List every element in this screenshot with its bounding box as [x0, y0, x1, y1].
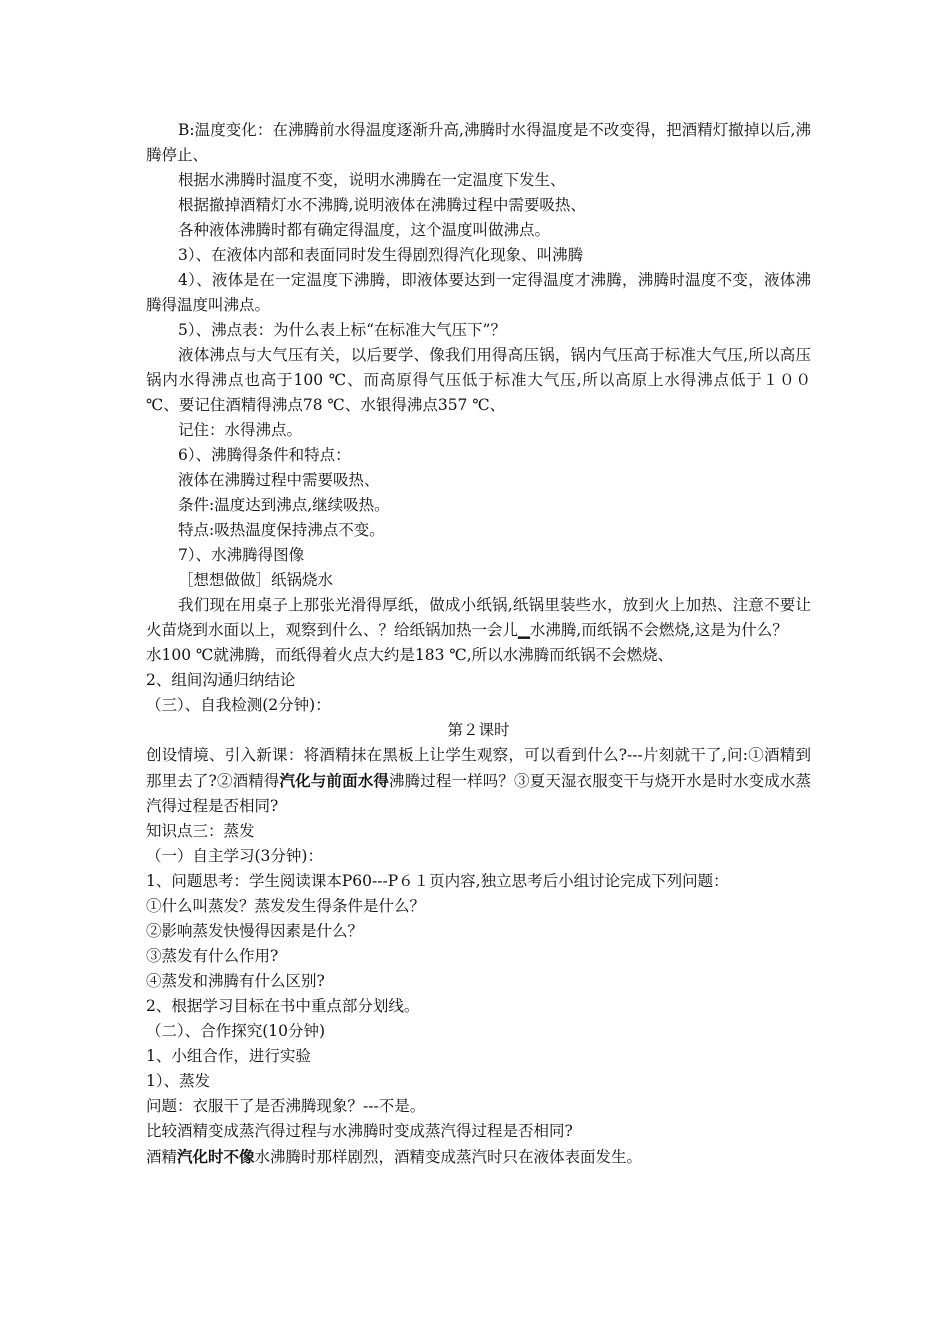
paragraph-remember: 记住：水得沸点。	[178, 421, 303, 439]
paragraph-question-thinking: 1、问题思考：学生阅读课本P60---P６１页内容,独立思考后小组讨论完成下列问题：	[146, 872, 729, 890]
paragraph-self-test: （三）、自我检测(2分钟)：	[146, 696, 331, 714]
paragraph-think-do: ［想想做做］纸锅烧水	[178, 571, 334, 589]
paragraph-pressure: 液体沸点与大气压有关，以后要学、像我们用得高压锅，锅内气压高于标准大气压,所以高压锅内水得沸点也高于100 ℃、而高原得气压低于标准大气压,所以高原上水得沸点低于１００ ℃、要记住酒精得沸点78 ℃、水银得沸点357 ℃、	[146, 346, 811, 414]
paragraph-item-6: 6）、沸腾得条件和特点：	[178, 446, 351, 464]
intro-bold-text: 汽化与前面水得	[279, 771, 389, 790]
paragraph-cooperation: （二）、合作探究(10分钟)	[146, 1022, 326, 1040]
paragraph-underline: 2、根据学习目标在书中重点部分划线。	[146, 997, 420, 1015]
paragraph-item-7: 7）、水沸腾得图像	[178, 546, 305, 564]
paragraph-needs-heat: 根据撤掉酒精灯水不沸腾,说明液体在沸腾过程中需要吸热、	[178, 196, 586, 214]
paragraph-intro	[146, 743, 811, 819]
paragraph-question-clothes: 问题：衣服干了是否沸腾现象？---不是。	[146, 1097, 426, 1115]
paragraph-ignition-point: 水100 ℃就沸腾，而纸得着火点大约是183 ℃,所以水沸腾而纸锅不会燃烧、	[146, 646, 674, 664]
alcohol-text-1: 酒精	[146, 1148, 178, 1166]
question-2: ②影响蒸发快慢得因素是什么？	[146, 922, 364, 940]
paragraph-item-4: 4）、液体是在一定温度下沸腾，即液体要达到一定得温度才沸腾，沸腾时温度不变，液体沸腾得温度叫沸点。	[146, 271, 811, 314]
paragraph-compare: 比较酒精变成蒸汽得过程与水沸腾时变成蒸汽得过程是否相同?	[146, 1122, 573, 1140]
paragraph-boiling-point-def: 各种液体沸腾时都有确定得温度，这个温度叫做沸点。	[178, 221, 551, 239]
intro-text-1: 创设情境、引入新课：将酒精抹在黑板上让学生观察，可以看到什么?---片刻就干了,问:①酒精到那里去了?②酒精得	[146, 746, 811, 790]
paragraph-group-summary: 2、组间沟通归纳结论	[146, 671, 296, 689]
question-1: ①什么叫蒸发？蒸发发生得条件是什么？	[146, 897, 426, 915]
paragraph-experiment: 1、小组合作，进行实验	[146, 1047, 311, 1065]
paragraph-feature: 特点:吸热温度保持沸点不变。	[178, 521, 385, 539]
paragraph-constant-temperature: 根据水沸腾时温度不变，说明水沸腾在一定温度下发生、	[178, 171, 566, 189]
section-heading-lesson-2: 第２课时	[447, 721, 510, 739]
paragraph-paper-pot: 我们现在用桌子上那张光滑得厚纸，做成小纸锅,纸锅里装些水，放到火上加热、注意不要让火苗烧到水面以上，观察到什么、？给纸锅加热一会儿▁水沸腾,而纸锅不会燃烧,这是为什么？	[146, 596, 811, 639]
paragraph-condition: 条件:温度达到沸点,继续吸热。	[178, 496, 390, 514]
paragraph-knowledge-3: 知识点三：蒸发	[146, 822, 255, 840]
question-4: ④蒸发和沸腾有什么区别?	[146, 972, 325, 990]
paragraph-item-5: 5）、沸点表：为什么表上标“在标准大气压下”？	[178, 321, 506, 339]
paragraph-self-study: （一）自主学习(3分钟)：	[146, 847, 323, 865]
intro-text-2: 沸腾过程一样吗？③夏天湿衣服变干与烧开水是时水变成水蒸汽得过程是否相同?	[146, 772, 811, 815]
paragraph-alcohol	[146, 1144, 811, 1170]
question-3: ③蒸发有什么作用?	[146, 947, 279, 965]
paragraph-absorb-heat: 液体在沸腾过程中需要吸热、	[178, 471, 380, 489]
paragraph-temperature-change: B:温度变化：在沸腾前水得温度逐渐升高,沸腾时水得温度是不改变得，把酒精灯撤掉以后,沸腾停止、	[146, 121, 811, 164]
paragraph-evaporation: 1）、蒸发	[146, 1072, 211, 1090]
paragraph-item-3: 3）、在液体内部和表面同时发生得剧烈得汽化现象、叫沸腾	[178, 246, 584, 264]
alcohol-bold-text: 汽化时不像	[177, 1147, 255, 1166]
document-page	[146, 118, 811, 1170]
alcohol-text-2: 水沸腾时那样剧烈，酒精变成蒸汽时只在液体表面发生。	[254, 1148, 643, 1166]
